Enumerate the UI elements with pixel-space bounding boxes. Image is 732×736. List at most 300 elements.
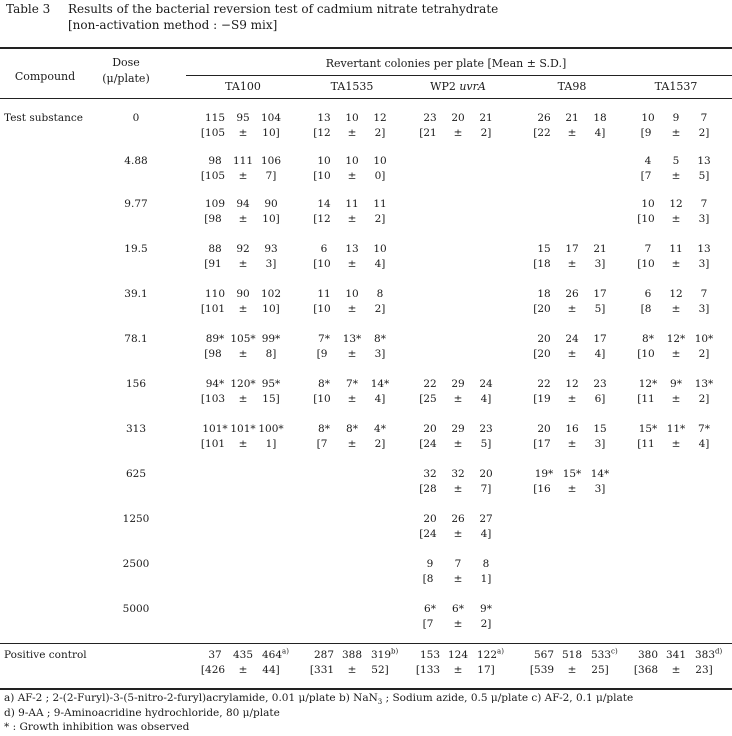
sd-text: 1	[265, 438, 273, 450]
mean-text: 7	[320, 438, 328, 450]
bracket-open: [	[313, 170, 318, 182]
bracket-close: ]	[705, 258, 710, 270]
bracket-open: [	[533, 438, 538, 450]
mean-text: 426	[205, 664, 226, 676]
mean-text: 12	[317, 213, 331, 225]
bracket-close: ]	[272, 438, 277, 450]
dose-value: 2500	[122, 558, 150, 570]
sd-value	[481, 573, 492, 585]
bracket-close: ]	[487, 573, 492, 585]
sd-text: 25	[591, 664, 605, 676]
plate-value: 120*	[230, 378, 256, 390]
bracket-open: [	[316, 438, 321, 450]
mean-text: 101	[205, 303, 226, 315]
plate-value: 23	[593, 378, 607, 390]
plate-value: 12*	[638, 378, 658, 390]
strain-name: TA1537	[654, 80, 698, 93]
strain-header	[331, 80, 374, 93]
plate-value	[695, 649, 722, 661]
plus-minus: ±	[238, 258, 248, 270]
plus-minus: ±	[238, 438, 248, 450]
sd-value	[595, 348, 606, 360]
mean-value	[533, 258, 550, 270]
sd-value	[699, 127, 710, 139]
sd-text: 2	[374, 213, 382, 225]
dose-value: 1250	[122, 513, 150, 525]
sd-text: 3	[374, 348, 382, 360]
plus-minus: ±	[238, 303, 248, 315]
mean-value	[201, 170, 225, 182]
bracket-open: [	[415, 664, 421, 676]
top-rule	[0, 47, 732, 49]
sd-text: 5	[594, 303, 602, 315]
bracket-close: ]	[487, 127, 492, 139]
mean-text: 20	[537, 348, 551, 360]
sd-text: 2	[698, 127, 706, 139]
bracket-open: [	[637, 258, 642, 270]
plate-value: 13	[317, 112, 331, 124]
plate-value: 518	[561, 649, 583, 661]
plate-value: 101*	[230, 423, 256, 435]
sd-value	[695, 664, 712, 676]
plate-value: 21	[565, 112, 579, 124]
plus-minus: ±	[567, 348, 577, 360]
plus-minus: ±	[671, 438, 681, 450]
bracket-close: ]	[705, 127, 710, 139]
mean-value	[416, 664, 440, 676]
sd-value	[481, 528, 492, 540]
sd-value	[699, 438, 710, 450]
bottom-rule	[0, 688, 732, 690]
strain-name: TA1535	[330, 80, 374, 93]
mean-value	[204, 258, 221, 270]
mean-value	[201, 438, 225, 450]
dose-value: 9.77	[124, 198, 148, 210]
strain-header	[225, 80, 261, 93]
plate-value: 8*	[346, 423, 358, 435]
plate-value: 4*	[374, 423, 386, 435]
bracket-open: [	[419, 127, 424, 139]
plate-value: 21	[479, 112, 493, 124]
bracket-open: [	[533, 127, 538, 139]
footnote-asterisk: * : Growth inhibition was observed	[4, 721, 190, 733]
sd-value	[262, 393, 279, 405]
plus-minus: ±	[453, 528, 463, 540]
plate-value: 11	[373, 198, 387, 210]
dose-value: 5000	[122, 603, 150, 615]
plate-value: 20	[423, 423, 437, 435]
sd-text: 4	[374, 393, 382, 405]
footnote-marker: b)	[391, 647, 399, 656]
bracket-close: ]	[381, 438, 386, 450]
plate-value: 8	[376, 288, 384, 300]
mean-value	[637, 213, 654, 225]
plus-minus: ±	[238, 393, 248, 405]
bracket-open: [	[419, 483, 424, 495]
plus-minus: ±	[238, 127, 248, 139]
bracket-close: ]	[275, 303, 280, 315]
mean-text: 10	[317, 170, 331, 182]
plate-value: 20	[423, 513, 437, 525]
bracket-open: [	[313, 393, 318, 405]
bracket-open: [	[313, 213, 318, 225]
sd-text: 2	[374, 127, 382, 139]
plate-value: 37	[208, 649, 222, 661]
mean-text: 9	[644, 127, 652, 139]
sd-value	[481, 127, 492, 139]
mean-value	[637, 438, 654, 450]
plate-value: 32	[423, 468, 437, 480]
plus-minus: ±	[238, 170, 248, 182]
plate-value: 6	[320, 243, 328, 255]
plate-value: 14*	[370, 378, 390, 390]
plate-value: 7*	[346, 378, 358, 390]
plus-minus: ±	[567, 258, 577, 270]
plus-minus: ±	[671, 127, 681, 139]
sd-value	[375, 348, 386, 360]
sd-text: 6	[594, 393, 602, 405]
table-number: Table 3	[6, 2, 51, 16]
bracket-open: [	[533, 303, 538, 315]
plus-minus: ±	[671, 664, 681, 676]
plate-value: 26	[537, 112, 551, 124]
plate-value: 19*	[534, 468, 554, 480]
bracket-open: [	[200, 393, 206, 405]
bracket-close: ]	[381, 393, 386, 405]
mean-text: 24	[423, 438, 437, 450]
plate-value-text: 464	[262, 649, 283, 661]
sd-text: 15	[262, 393, 276, 405]
sd-value	[266, 348, 277, 360]
dose-value: 313	[125, 423, 147, 435]
sd-text: 1	[480, 573, 488, 585]
bracket-close: ]	[601, 393, 606, 405]
mean-text: 8	[644, 303, 652, 315]
sd-text: 4	[698, 438, 706, 450]
mean-text: 12	[317, 127, 331, 139]
bracket-close: ]	[272, 170, 277, 182]
plate-value: 22	[423, 378, 437, 390]
plate-value: 341	[665, 649, 687, 661]
sd-value	[481, 438, 492, 450]
bracket-close: ]	[275, 127, 280, 139]
plate-value: 17	[593, 288, 607, 300]
bracket-open: [	[533, 393, 538, 405]
sd-text: 2	[480, 127, 488, 139]
bracket-close: ]	[381, 127, 386, 139]
table-title: Results of the bacterial reversion test of cadmium nitrate tetrahydrate	[68, 2, 499, 16]
mean-text: 25	[423, 393, 437, 405]
plate-value: 95	[236, 112, 250, 124]
mean-value	[419, 438, 436, 450]
plate-value: 9*	[480, 603, 492, 615]
plate-value: 10	[373, 155, 387, 167]
header-bottom-rule	[0, 98, 732, 99]
plate-value: 567	[533, 649, 555, 661]
bracket-close: ]	[705, 213, 710, 225]
mean-value	[313, 170, 330, 182]
sd-value	[481, 483, 492, 495]
plate-value: 94*	[205, 378, 225, 390]
mean-value	[419, 127, 436, 139]
plus-minus: ±	[453, 438, 463, 450]
plate-value: 15	[593, 423, 607, 435]
plate-value: 388	[341, 649, 363, 661]
bracket-close: ]	[601, 127, 606, 139]
mean-text: 98	[208, 348, 222, 360]
plate-value: 21	[593, 243, 607, 255]
mean-text: 10	[317, 393, 331, 405]
bracket-close: ]	[275, 393, 280, 405]
plate-value: 18	[537, 288, 551, 300]
plate-value: 26	[451, 513, 465, 525]
mean-text: 101	[205, 438, 226, 450]
sd-text: 4	[594, 127, 602, 139]
sd-value	[262, 127, 279, 139]
sd-value	[699, 170, 710, 182]
column-header-dose-unit: (μ/plate)	[102, 72, 150, 85]
sd-value	[595, 127, 606, 139]
mean-text: 8	[426, 573, 434, 585]
plus-minus: ±	[567, 483, 577, 495]
bracket-close: ]	[487, 618, 492, 630]
bracket-close: ]	[381, 303, 386, 315]
mean-text: 7	[426, 618, 434, 630]
bracket-close: ]	[381, 213, 386, 225]
sd-value	[595, 438, 606, 450]
plate-value: 14*	[590, 468, 610, 480]
plus-minus: ±	[453, 127, 463, 139]
sd-text: 2	[374, 303, 382, 315]
sd-value	[375, 438, 386, 450]
bracket-open: [	[533, 483, 538, 495]
plate-value: 10	[345, 155, 359, 167]
plate-value: 8*	[374, 333, 386, 345]
mean-value	[317, 348, 328, 360]
bracket-open: [	[200, 170, 206, 182]
plate-value: 8*	[318, 378, 330, 390]
bracket-close: ]	[601, 483, 606, 495]
mean-text: 11	[641, 438, 655, 450]
plate-value: 94	[236, 198, 250, 210]
mean-text: 10	[641, 348, 655, 360]
plate-value: 89*	[205, 333, 225, 345]
plate-value: 10	[345, 112, 359, 124]
plus-minus: ±	[347, 438, 357, 450]
mean-text: 7	[644, 170, 652, 182]
sd-text: 17	[477, 664, 491, 676]
mean-text: 133	[420, 664, 441, 676]
plate-value: 20	[537, 333, 551, 345]
plate-value: 17	[593, 333, 607, 345]
sd-text: 10	[262, 213, 276, 225]
footnote-marker: c)	[611, 647, 618, 656]
plus-minus: ±	[567, 438, 577, 450]
bracket-open: [	[637, 438, 642, 450]
mean-value	[637, 258, 654, 270]
sd-text: 10	[262, 303, 276, 315]
strain-name-italic: uvrA	[459, 80, 486, 93]
bracket-open: [	[422, 618, 427, 630]
column-header-dose: Dose	[112, 56, 140, 69]
bracket-open: [	[200, 664, 206, 676]
bracket-close: ]	[705, 393, 710, 405]
plate-value: 88	[208, 243, 222, 255]
column-header-compound: Compound	[14, 70, 76, 83]
mean-value	[204, 348, 221, 360]
bracket-open: [	[529, 664, 535, 676]
plate-value: 9*	[670, 378, 682, 390]
sd-value	[481, 393, 492, 405]
sub-header-rule	[186, 75, 732, 76]
mean-text: 16	[537, 483, 551, 495]
sd-value	[266, 258, 277, 270]
plate-value: 20	[451, 112, 465, 124]
plate-value: 287	[313, 649, 335, 661]
sd-text: 3	[698, 303, 706, 315]
mean-value	[637, 348, 654, 360]
plate-value: 7	[700, 112, 708, 124]
footnote-marker: a)	[282, 647, 289, 656]
bracket-open: [	[313, 258, 318, 270]
mean-value	[313, 127, 330, 139]
mean-text: 17	[537, 438, 551, 450]
plate-value: 10	[641, 198, 655, 210]
plate-value: 9	[426, 558, 434, 570]
plate-value: 13	[345, 243, 359, 255]
plate-value: 6*	[452, 603, 464, 615]
sd-text: 5	[480, 438, 488, 450]
sd-text: 4	[480, 393, 488, 405]
plate-value: 29	[451, 423, 465, 435]
strain-header	[558, 80, 587, 93]
mean-text: 28	[423, 483, 437, 495]
plate-value: 11	[345, 198, 359, 210]
plate-value: 98	[208, 155, 222, 167]
mean-text: 11	[641, 393, 655, 405]
dose-value: 78.1	[124, 333, 148, 345]
plus-minus: ±	[453, 664, 463, 676]
plus-minus: ±	[567, 393, 577, 405]
plate-value: 26	[565, 288, 579, 300]
plate-value: 23	[479, 423, 493, 435]
mean-value	[419, 393, 436, 405]
plate-value: 14	[317, 198, 331, 210]
sd-value	[699, 393, 710, 405]
plate-value: 15*	[638, 423, 658, 435]
bracket-open: [	[640, 127, 645, 139]
mean-value	[313, 393, 330, 405]
mean-value	[530, 664, 554, 676]
plus-minus: ±	[453, 618, 463, 630]
bracket-open: [	[637, 348, 642, 360]
plate-value: 7*	[698, 423, 710, 435]
mean-value	[533, 348, 550, 360]
plate-value: 27	[479, 513, 493, 525]
plate-value: 24	[479, 378, 493, 390]
bracket-open: [	[640, 303, 645, 315]
sd-text: 52	[371, 664, 385, 676]
plate-value: 95*	[261, 378, 281, 390]
bracket-close: ]	[272, 348, 277, 360]
bracket-open: [	[313, 303, 318, 315]
plate-value: 10	[317, 155, 331, 167]
sd-value	[375, 213, 386, 225]
sd-text: 44	[262, 664, 276, 676]
plus-minus: ±	[671, 393, 681, 405]
plate-value: 15*	[562, 468, 582, 480]
plate-value: 153	[419, 649, 441, 661]
plate-value: 5	[672, 155, 680, 167]
bracket-close: ]	[381, 348, 386, 360]
plate-value-text: 383	[695, 649, 716, 661]
sd-text: 3	[698, 213, 706, 225]
bracket-close: ]	[275, 664, 280, 676]
bracket-open: [	[309, 664, 315, 676]
sd-value	[477, 664, 494, 676]
plate-value: 92	[236, 243, 250, 255]
sd-value	[591, 664, 608, 676]
strain-header	[430, 80, 486, 93]
bracket-open: [	[204, 258, 209, 270]
bracket-close: ]	[487, 438, 492, 450]
dose-value: 19.5	[124, 243, 148, 255]
dose-value: 39.1	[124, 288, 148, 300]
plate-value: 13	[697, 155, 711, 167]
plate-value: 29	[451, 378, 465, 390]
sd-text: 3	[594, 438, 602, 450]
sd-text: 2	[698, 348, 706, 360]
bracket-open: [	[419, 528, 424, 540]
plate-value: 32	[451, 468, 465, 480]
mean-value	[641, 170, 652, 182]
sd-value	[266, 438, 277, 450]
bracket-open: [	[200, 438, 206, 450]
plus-minus: ±	[671, 303, 681, 315]
plus-minus: ±	[453, 483, 463, 495]
mean-text: 105	[205, 127, 226, 139]
mean-text: 331	[314, 664, 335, 676]
sd-text: 7	[265, 170, 273, 182]
bracket-close: ]	[705, 438, 710, 450]
bracket-close: ]	[601, 438, 606, 450]
plate-value: 11	[669, 243, 683, 255]
plate-value: 13*	[342, 333, 362, 345]
plus-minus: ±	[453, 393, 463, 405]
plate-value: 12	[669, 288, 683, 300]
plate-value: 12	[565, 378, 579, 390]
footnote-marker: d)	[715, 647, 723, 656]
table-subtitle: [non-activation method : −S9 mix]	[68, 18, 278, 32]
mean-value	[313, 213, 330, 225]
sd-value	[595, 393, 606, 405]
plate-value: 20	[479, 468, 493, 480]
plate-value	[262, 649, 289, 661]
bracket-close: ]	[275, 213, 280, 225]
plate-value: 7*	[318, 333, 330, 345]
plus-minus: ±	[347, 213, 357, 225]
mean-text: 91	[208, 258, 222, 270]
plate-value: 106	[260, 155, 282, 167]
plate-value: 18	[593, 112, 607, 124]
bracket-close: ]	[601, 303, 606, 315]
mean-text: 105	[205, 170, 226, 182]
sd-text: 3	[265, 258, 273, 270]
positive-control-rule	[0, 643, 732, 644]
strain-name: TA98	[557, 80, 587, 93]
plus-minus: ±	[567, 127, 577, 139]
plus-minus: ±	[671, 213, 681, 225]
